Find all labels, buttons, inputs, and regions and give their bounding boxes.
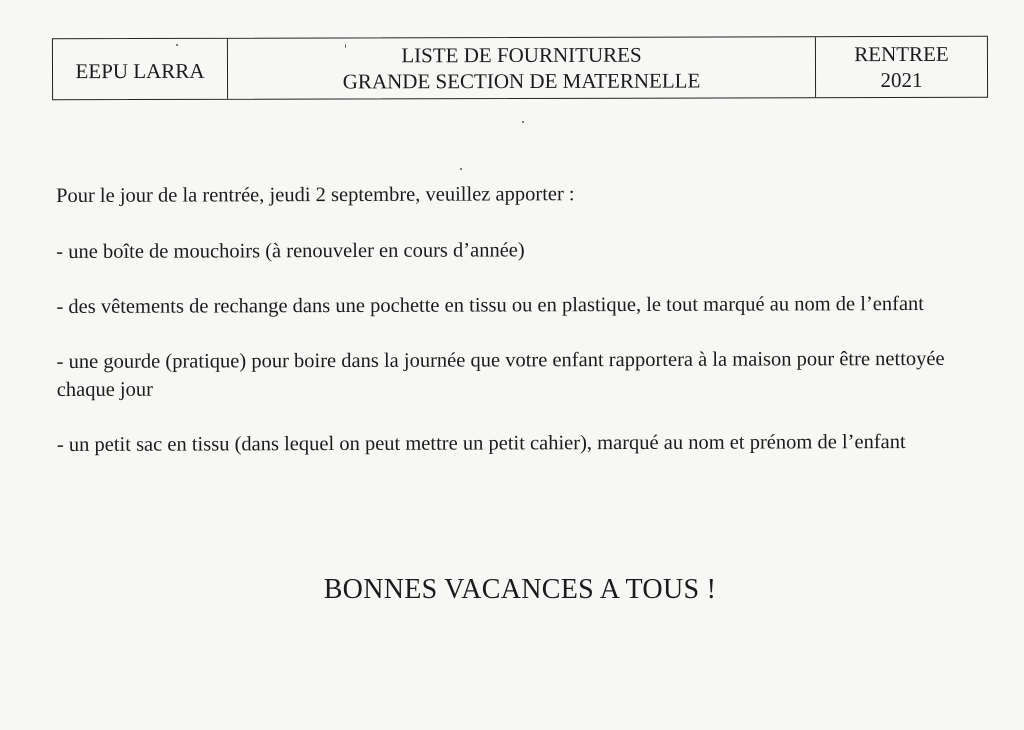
- school-year-cell: [816, 37, 987, 97]
- closing-message: BONNES VACANCES A TOUS !: [323, 574, 717, 605]
- school-name-cell: [53, 39, 228, 99]
- list-item: - une gourde (pratique) pour boire dans la journée que votre enfant rapportera à la maison pour être nettoyée chaque jour: [56, 347, 945, 401]
- document-title-line1: LISTE DE FOURNITURES: [401, 42, 642, 68]
- scan-speck: [345, 44, 346, 48]
- school-year-label: RENTREE: [854, 41, 949, 67]
- list-item: - une boîte de mouchoirs (à renouveler en cours d’année): [56, 239, 525, 263]
- document-title-line2: GRANDE SECTION DE MATERNELLE: [342, 68, 701, 94]
- list-item: - des vêtements de rechange dans une pochette en tissu ou en plastique, le tout marqué au nom de l’enfant: [56, 292, 925, 318]
- school-name: EEPU LARRA: [75, 58, 205, 84]
- school-year-value: 2021: [880, 67, 923, 93]
- scan-speck: [176, 44, 178, 46]
- supply-list-body: [56, 179, 987, 486]
- document-title-cell: [228, 37, 816, 99]
- list-item: - un petit sac en tissu (dans lequel on peut mettre un petit cahier), marqué au nom et prénom de l’enfant: [56, 431, 906, 456]
- header-table: [52, 36, 988, 100]
- scan-speck: [460, 168, 462, 170]
- scan-speck: [522, 121, 524, 123]
- intro-paragraph: Pour le jour de la rentrée, jeudi 2 septembre, veuillez apporter :: [56, 183, 575, 207]
